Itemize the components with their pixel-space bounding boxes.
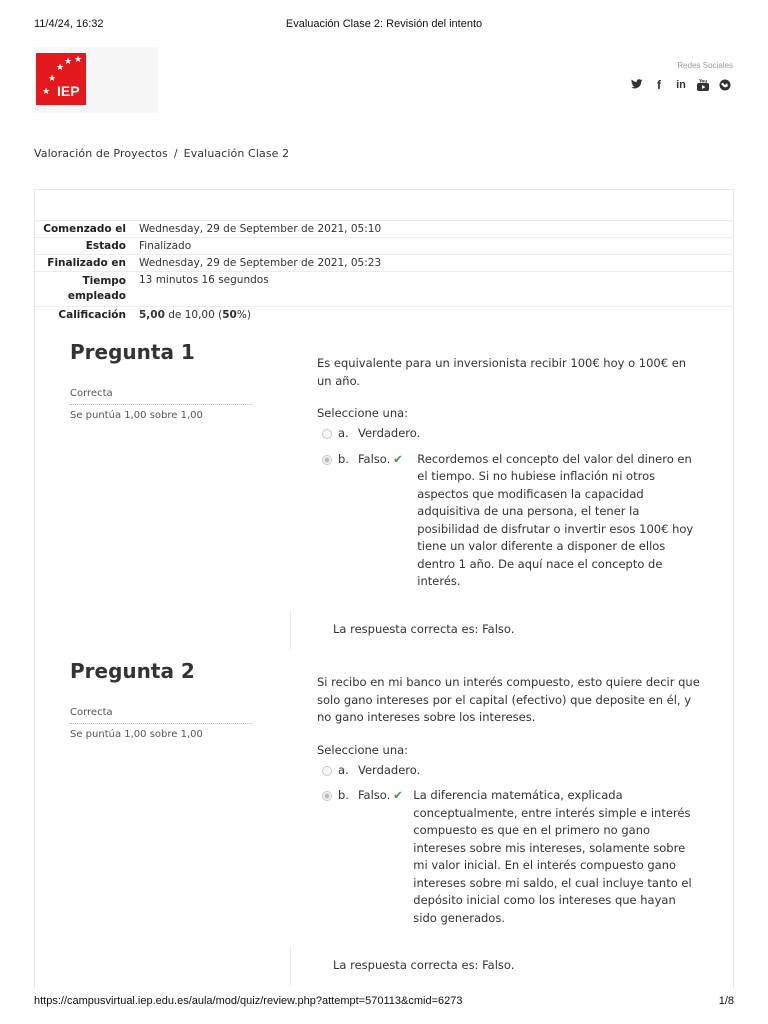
- question-state: Correcta: [70, 707, 252, 724]
- radio-option-b[interactable]: [322, 791, 332, 801]
- grade-end: %): [236, 309, 251, 321]
- star-icon: ★: [74, 54, 83, 64]
- started-value: Wednesday, 29 de September de 2021, 05:10: [139, 223, 382, 235]
- print-title: Evaluación Clase 2: Revisión del intento: [285, 18, 483, 30]
- print-page: 1/8: [718, 995, 734, 1007]
- summary-row-time: [35, 272, 734, 307]
- option-feedback: La diferencia matemática, explicada conceptualmente, entre interés simple e interés compuesto es que en el primero no gano intereses sobre mis intereses, solamente sobre mi valor inicial. En el interés compuesto gano intereses sobre mi saldo, el cual incluye tanto el depósito inicial como los intereses que hayan sido generados.: [413, 788, 692, 925]
- option-b: [317, 787, 702, 927]
- right-answer: La respuesta correcta es: Falso.: [290, 610, 710, 650]
- logo-text: IEP: [57, 83, 80, 99]
- option-letter: a.: [338, 762, 349, 777]
- twitter-icon[interactable]: [631, 79, 643, 92]
- checkmark-icon: ✔: [393, 788, 403, 802]
- print-header: [34, 18, 734, 32]
- radio-option-a[interactable]: [322, 766, 332, 776]
- breadcrumb-course[interactable]: Valoración de Proyectos: [34, 147, 168, 160]
- summary-row-state: [35, 238, 734, 255]
- grade-label: Calificación: [58, 309, 126, 321]
- star-icon: ★: [64, 56, 73, 66]
- svg-text:You: You: [699, 79, 708, 84]
- summary-row-finished: [35, 255, 734, 272]
- attempt-summary: [35, 221, 734, 323]
- star-icon: ★: [56, 62, 65, 72]
- breadcrumb: [34, 147, 289, 160]
- social-label: Redes Sociales: [677, 61, 733, 70]
- radio-option-b[interactable]: [322, 455, 332, 465]
- grade-value: [132, 307, 734, 323]
- question-info: [70, 659, 252, 740]
- logo-area: [34, 47, 158, 113]
- question-content: [317, 355, 702, 591]
- started-label: Comenzado el: [43, 223, 126, 235]
- finished-value: Wednesday, 29 de September de 2021, 05:23: [139, 257, 382, 269]
- option-b: [317, 451, 702, 591]
- linkedin-icon[interactable]: in: [676, 79, 686, 91]
- summary-row-started: [35, 221, 734, 238]
- state-value: Finalizado: [139, 240, 192, 252]
- option-label: Falso.: [358, 451, 391, 466]
- summary-row-grade: [35, 307, 734, 323]
- state-label: Estado: [85, 240, 126, 252]
- question-title: Pregunta 2: [70, 659, 195, 683]
- print-date: 11/4/24, 16:32: [34, 18, 104, 30]
- option-letter: a.: [338, 426, 349, 440]
- youtube-icon[interactable]: [697, 79, 709, 92]
- option-label: Falso.: [358, 788, 391, 802]
- option-a: [317, 762, 702, 780]
- facebook-icon[interactable]: f: [657, 78, 661, 92]
- iep-logo[interactable]: [36, 53, 86, 105]
- question-title: Pregunta 1: [70, 340, 195, 364]
- question-grade: Se puntúa 1,00 sobre 1,00: [70, 410, 203, 421]
- star-icon: ★: [42, 86, 51, 96]
- finished-label: Finalizado en: [47, 257, 126, 269]
- option-a: [317, 425, 702, 443]
- radio-option-a[interactable]: [322, 429, 332, 439]
- print-url: https://campusvirtual.iep.edu.es/aula/mod/quiz/review.php?attempt=570113&cmid=6273: [34, 995, 463, 1007]
- print-footer: [34, 995, 734, 1009]
- right-answer: La respuesta correcta es: Falso.: [290, 946, 710, 986]
- answer-prompt: Seleccione una:: [317, 406, 409, 420]
- option-letter: b.: [338, 788, 349, 802]
- grade-percent: 50: [222, 309, 237, 321]
- globe-icon[interactable]: [719, 79, 731, 92]
- question-text: Es equivalente para un inversionista recibir 100€ hoy o 100€ en un año.: [317, 356, 687, 388]
- answer-prompt: Seleccione una:: [317, 742, 409, 757]
- grade-mid: de 10,00 (: [164, 309, 223, 321]
- time-value: 13 minutos 16 segundos: [139, 274, 269, 286]
- breadcrumb-current[interactable]: Evaluación Clase 2: [183, 147, 290, 160]
- question-grade: Se puntúa 1,00 sobre 1,00: [70, 729, 203, 740]
- breadcrumb-separator: /: [173, 147, 178, 160]
- grade-score: 5,00: [139, 309, 165, 321]
- star-icon: ★: [48, 73, 57, 83]
- question-content: [317, 674, 702, 927]
- option-feedback: Recordemos el concepto del valor del dinero en el tiempo. Si no hubiese inflación ni otros aspectos que modificasen la capacidad adquisitiva de una persona, el tener la posibilidad de disfrutar o invertir esos 100€ hoy tiene un valor diferente a disponer de ellos dentro 1 año. De aquí nace el concepto de interés.: [417, 451, 694, 588]
- social-icons: [631, 79, 731, 92]
- time-label: Tiempo empleado: [67, 275, 126, 302]
- option-label: Verdadero.: [358, 426, 421, 440]
- question-info: [70, 340, 252, 421]
- option-letter: b.: [338, 451, 349, 466]
- question-state: Correcta: [70, 388, 252, 405]
- option-label: Verdadero.: [358, 762, 421, 777]
- checkmark-icon: ✔: [393, 451, 403, 466]
- question-text: Si recibo en mi banco un interés compuesto, esto quiere decir que solo gano intereses por el capital (efectivo) que deposite en él, y no gano intereses sobre los intereses.: [317, 675, 700, 724]
- review-header: [35, 190, 733, 221]
